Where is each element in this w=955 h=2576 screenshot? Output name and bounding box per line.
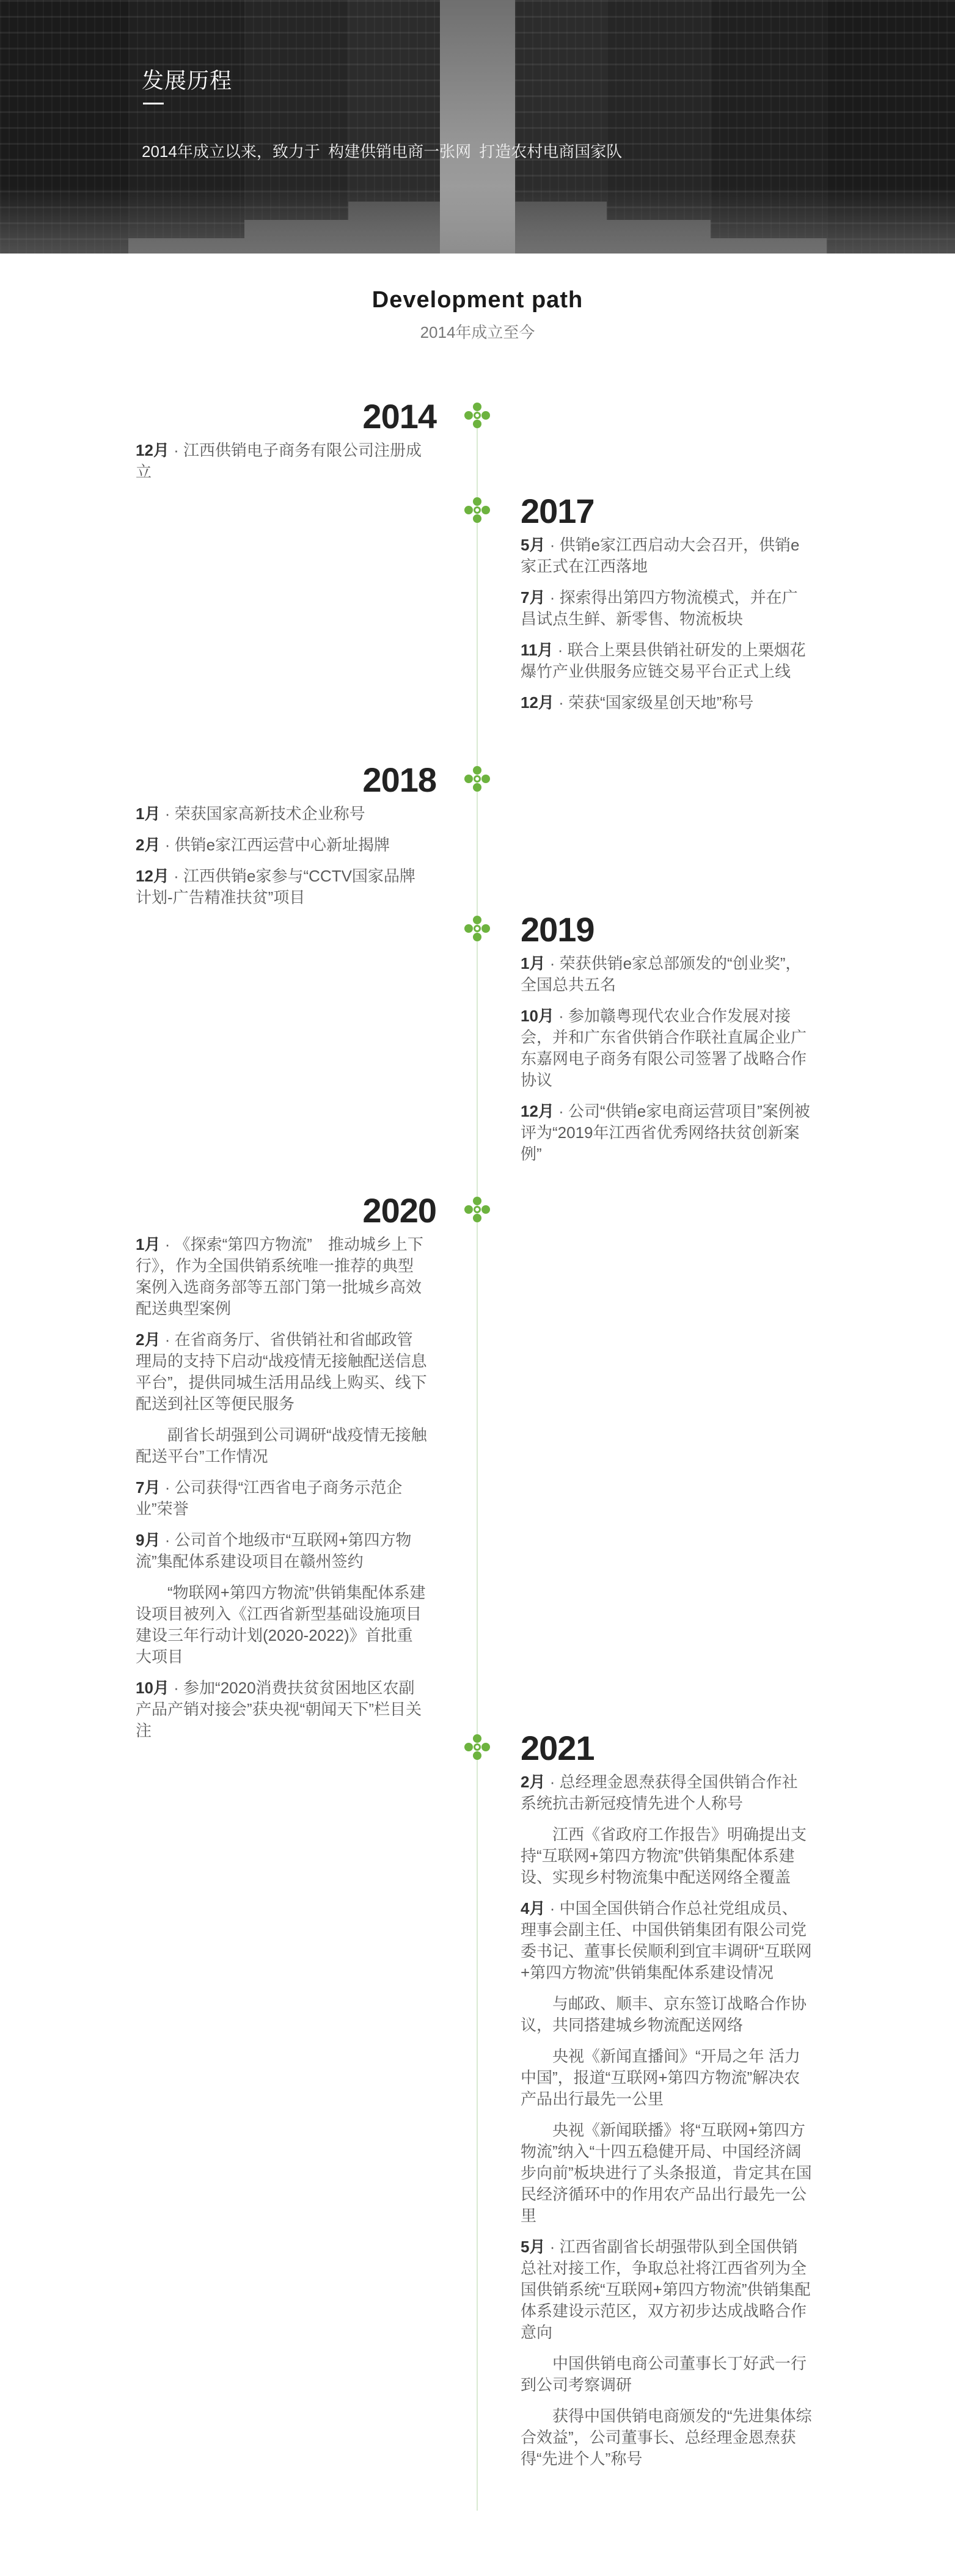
node-petal xyxy=(474,506,481,514)
node-petal xyxy=(464,506,473,514)
node-petal xyxy=(481,506,490,514)
node-petal xyxy=(474,1743,481,1751)
entry-text: 中国全国供销合作总社党组成员、理事会副主任、中国供销集团有限公司党委书记、董事长侯顺利到宜丰调研“互联网+第四方物流”供销集配体系建设情况 xyxy=(521,1899,812,1982)
entry-separator: · xyxy=(545,954,560,972)
timeline-entry xyxy=(521,2406,813,2470)
entry-month: 7月 xyxy=(136,1478,161,1497)
entry-text: 荣获“国家级星创天地”称号 xyxy=(568,693,754,712)
entry-separator: · xyxy=(554,1007,569,1025)
timeline-entry xyxy=(521,2120,813,2227)
entry-month: 12月 xyxy=(136,441,169,459)
entry-separator: · xyxy=(160,1531,175,1549)
node-petal xyxy=(464,1743,473,1751)
node-petal xyxy=(473,497,481,506)
entry-month: 2月 xyxy=(136,836,161,854)
entry-month: 2月 xyxy=(521,1773,546,1791)
entry-text: 江西供销e家参与“CCTV国家品牌计划-广告精准扶贫”项目 xyxy=(136,867,415,907)
node-petal xyxy=(473,1734,481,1743)
section-title: Development path xyxy=(371,287,584,313)
entry-text: 参加赣粤现代农业合作发展对接会，并和广东省供销合作联社直属企业广东嘉网电子商务有限公司签署了战略合作协议 xyxy=(521,1007,807,1089)
year-entries xyxy=(136,803,428,918)
year-heading: 2017 xyxy=(521,492,595,530)
entry-separator: · xyxy=(545,1899,560,1917)
timeline-entry xyxy=(136,1582,428,1668)
timeline-node-icon xyxy=(464,766,490,792)
entry-month: 12月 xyxy=(521,693,554,712)
entry-separator: · xyxy=(160,836,175,854)
node-petal xyxy=(481,1205,490,1214)
hero-title-underline xyxy=(143,103,164,104)
timeline-entry xyxy=(136,803,428,825)
entry-text: 公司首个地级市“互联网+第四方物流”集配体系建设项目在赣州签约 xyxy=(136,1531,412,1571)
entry-text: 联合上栗县供销社研发的上栗烟花爆竹产业供服务应链交易平台正式上线 xyxy=(521,641,806,680)
node-petal xyxy=(473,783,481,792)
node-petal xyxy=(473,420,481,428)
node-petal xyxy=(474,775,481,783)
node-petal xyxy=(473,403,481,411)
entry-text: “物联网+第四方物流”供销集配体系建设项目被列入《江西省新型基础设施项目建设三年行动计划(2020-2022)》首批重大项目 xyxy=(136,1583,426,1666)
entry-separator: · xyxy=(169,441,184,459)
timeline-node-icon xyxy=(464,1734,490,1760)
year-entries xyxy=(136,440,428,492)
entry-month: 7月 xyxy=(521,588,546,607)
entry-month: 12月 xyxy=(521,1102,554,1120)
timeline-entry xyxy=(521,2353,813,2396)
entry-month: 1月 xyxy=(521,954,546,972)
timeline-entry xyxy=(521,2236,813,2343)
entry-text: 央视《新闻直播间》“开局之年 活力中国”，报道“互联网+第四方物流”解决农产品出行最先一公里 xyxy=(521,2047,800,2108)
entry-text: 探索得出第四方物流模式，并在广昌试点生鲜、新零售、物流板块 xyxy=(521,588,798,628)
timeline-entry xyxy=(136,1530,428,1572)
year-heading: 2020 xyxy=(362,1191,436,1230)
node-petal xyxy=(473,1214,481,1222)
timeline-entry xyxy=(136,1677,428,1742)
entry-month: 1月 xyxy=(136,805,161,823)
year-heading: 2021 xyxy=(521,1729,595,1767)
timeline-axis xyxy=(477,403,478,2511)
entry-text: 江西省副省长胡强带队到全国供销总社对接工作，争取总社将江西省列为全国供销系统“互联网+第四方物流”供销集配体系建设示范区，双方初步达成战略合作意向 xyxy=(521,2238,811,2341)
timeline-entry xyxy=(136,866,428,908)
timeline-entry xyxy=(521,1993,813,2036)
year-entries xyxy=(136,1234,428,1751)
timeline-entry xyxy=(521,1898,813,1983)
entry-text: 央视《新闻联播》将“互联网+第四方物流”纳入“十四五稳健开局、中国经济阔步向前”板块进行了头条报道，肯定其在国民经济循环中的作用农产品出行最先一公里 xyxy=(521,2121,812,2225)
entry-text: 江西《省政府工作报告》明确提出支持“互联网+第四方物流”供销集配体系建设、实现乡村物流集中配送网络全覆盖 xyxy=(521,1825,807,1886)
entry-text: 副省长胡强到公司调研“战疫情无接触配送平台”工作情况 xyxy=(136,1426,427,1465)
timeline-entry xyxy=(521,1005,813,1091)
year-entries xyxy=(521,1771,813,2479)
section-subtitle: 2014年成立至今 xyxy=(420,323,535,341)
entry-separator: · xyxy=(160,1478,175,1497)
year-heading: 2019 xyxy=(521,910,595,949)
entry-separator: · xyxy=(554,693,569,712)
timeline-node-icon xyxy=(464,916,490,941)
timeline-entry xyxy=(521,2046,813,2110)
entry-separator: · xyxy=(553,641,568,659)
node-petal xyxy=(474,412,481,419)
timeline-entry xyxy=(136,1329,428,1415)
entry-month: 5月 xyxy=(521,536,546,554)
node-petal xyxy=(481,775,490,783)
node-petal xyxy=(474,925,481,932)
node-petal xyxy=(481,924,490,933)
entry-text: 在省商务厅、省供销社和省邮政管理局的支持下启动“战疫情无接触配送信息平台”，提供同城生活用品线上购买、线下配送到社区等便民服务 xyxy=(136,1330,427,1413)
timeline-entry xyxy=(521,1101,813,1165)
node-petal xyxy=(473,514,481,523)
entry-month: 12月 xyxy=(136,867,169,885)
entry-month: 4月 xyxy=(521,1899,546,1917)
entry-separator: · xyxy=(169,867,184,885)
entry-month: 1月 xyxy=(136,1235,161,1253)
node-petal xyxy=(464,924,473,933)
node-petal xyxy=(464,775,473,783)
hero-title: 发展历程 xyxy=(142,68,233,93)
entry-text: 公司获得“江西省电子商务示范企业”荣誉 xyxy=(136,1478,403,1518)
entry-text: 《探索“第四方物流” 推动城乡上下行》，作为全国供销系统唯一推荐的典型案例入选商务部等五部门第一批城乡高效配送典型案例 xyxy=(136,1235,423,1318)
timeline-entry xyxy=(521,1824,813,1888)
node-petal xyxy=(473,933,481,941)
entry-separator: · xyxy=(545,2238,560,2256)
entry-text: 荣获国家高新技术企业称号 xyxy=(174,805,365,823)
node-petal xyxy=(473,1197,481,1205)
node-petal xyxy=(464,1205,473,1214)
entry-separator: · xyxy=(169,1679,184,1697)
entry-text: 供销e家江西运营中心新址揭牌 xyxy=(174,836,390,854)
entry-text: 荣获供销e家总部颁发的“创业奖”，全国总共五名 xyxy=(521,954,802,994)
entry-separator: · xyxy=(545,588,560,607)
entry-text: 江西供销电子商务有限公司注册成立 xyxy=(136,441,422,481)
entry-separator: · xyxy=(545,1773,560,1791)
node-petal xyxy=(473,766,481,775)
entry-text: 中国供销电商公司董事长丁好武一行到公司考察调研 xyxy=(521,2354,807,2394)
timeline-entry xyxy=(136,1425,428,1467)
hero-overlay xyxy=(0,0,955,254)
entry-text: 获得中国供销电商颁发的“先进集体综合效益”，公司董事长、总经理金恩焘获得“先进个人”称号 xyxy=(521,2407,812,2468)
hero-subtitle: 2014年成立以来，致力于 构建供销电商一张网 打造农村电商国家队 xyxy=(142,142,623,161)
entry-month: 10月 xyxy=(521,1007,554,1025)
entry-separator: · xyxy=(160,1235,175,1253)
timeline-entry xyxy=(521,1771,813,1814)
entry-month: 10月 xyxy=(136,1679,169,1697)
entry-separator: · xyxy=(160,805,175,823)
node-petal xyxy=(474,1206,481,1213)
node-petal xyxy=(473,1751,481,1760)
year-entries xyxy=(521,953,813,1175)
entry-month: 5月 xyxy=(521,2238,546,2256)
entry-separator: · xyxy=(160,1330,175,1349)
timeline-node-icon xyxy=(464,1197,490,1222)
node-petal xyxy=(481,1743,490,1751)
timeline-entry xyxy=(521,535,813,577)
timeline-entry xyxy=(521,953,813,996)
year-heading: 2018 xyxy=(362,761,436,799)
entry-month: 2月 xyxy=(136,1330,161,1349)
timeline-entry xyxy=(136,834,428,856)
timeline-entry xyxy=(521,640,813,682)
timeline-node-icon xyxy=(464,403,490,428)
timeline-entry xyxy=(521,587,813,630)
timeline-entry xyxy=(136,440,428,483)
entry-text: 供销e家江西启动大会召开，供销e家正式在江西落地 xyxy=(521,536,800,575)
entry-text: 与邮政、顺丰、京东签订战略合作协议，共同搭建城乡物流配送网络 xyxy=(521,1994,807,2034)
entry-month: 11月 xyxy=(521,641,554,659)
entry-separator: · xyxy=(545,536,560,554)
node-petal xyxy=(473,916,481,924)
hero-banner xyxy=(0,0,955,254)
entry-month: 9月 xyxy=(136,1531,161,1549)
year-entries xyxy=(521,535,813,723)
node-petal xyxy=(481,411,490,420)
entry-text: 参加“2020消费扶贫贫困地区农副产品产销对接会”获央视“朝闻天下”栏目关注 xyxy=(136,1679,422,1740)
entry-text: 总经理金恩焘获得全国供销合作社系统抗击新冠疫情先进个人称号 xyxy=(521,1773,798,1812)
timeline-entry xyxy=(136,1234,428,1319)
timeline-entry xyxy=(136,1477,428,1520)
node-petal xyxy=(464,411,473,420)
entry-separator: · xyxy=(554,1102,569,1120)
entry-text: 公司“供销e家电商运营项目”案例被评为“2019年江西省优秀网络扶贫创新案例” xyxy=(521,1102,810,1163)
year-heading: 2014 xyxy=(362,397,436,436)
timeline-node-icon xyxy=(464,497,490,523)
timeline-entry xyxy=(521,692,813,713)
